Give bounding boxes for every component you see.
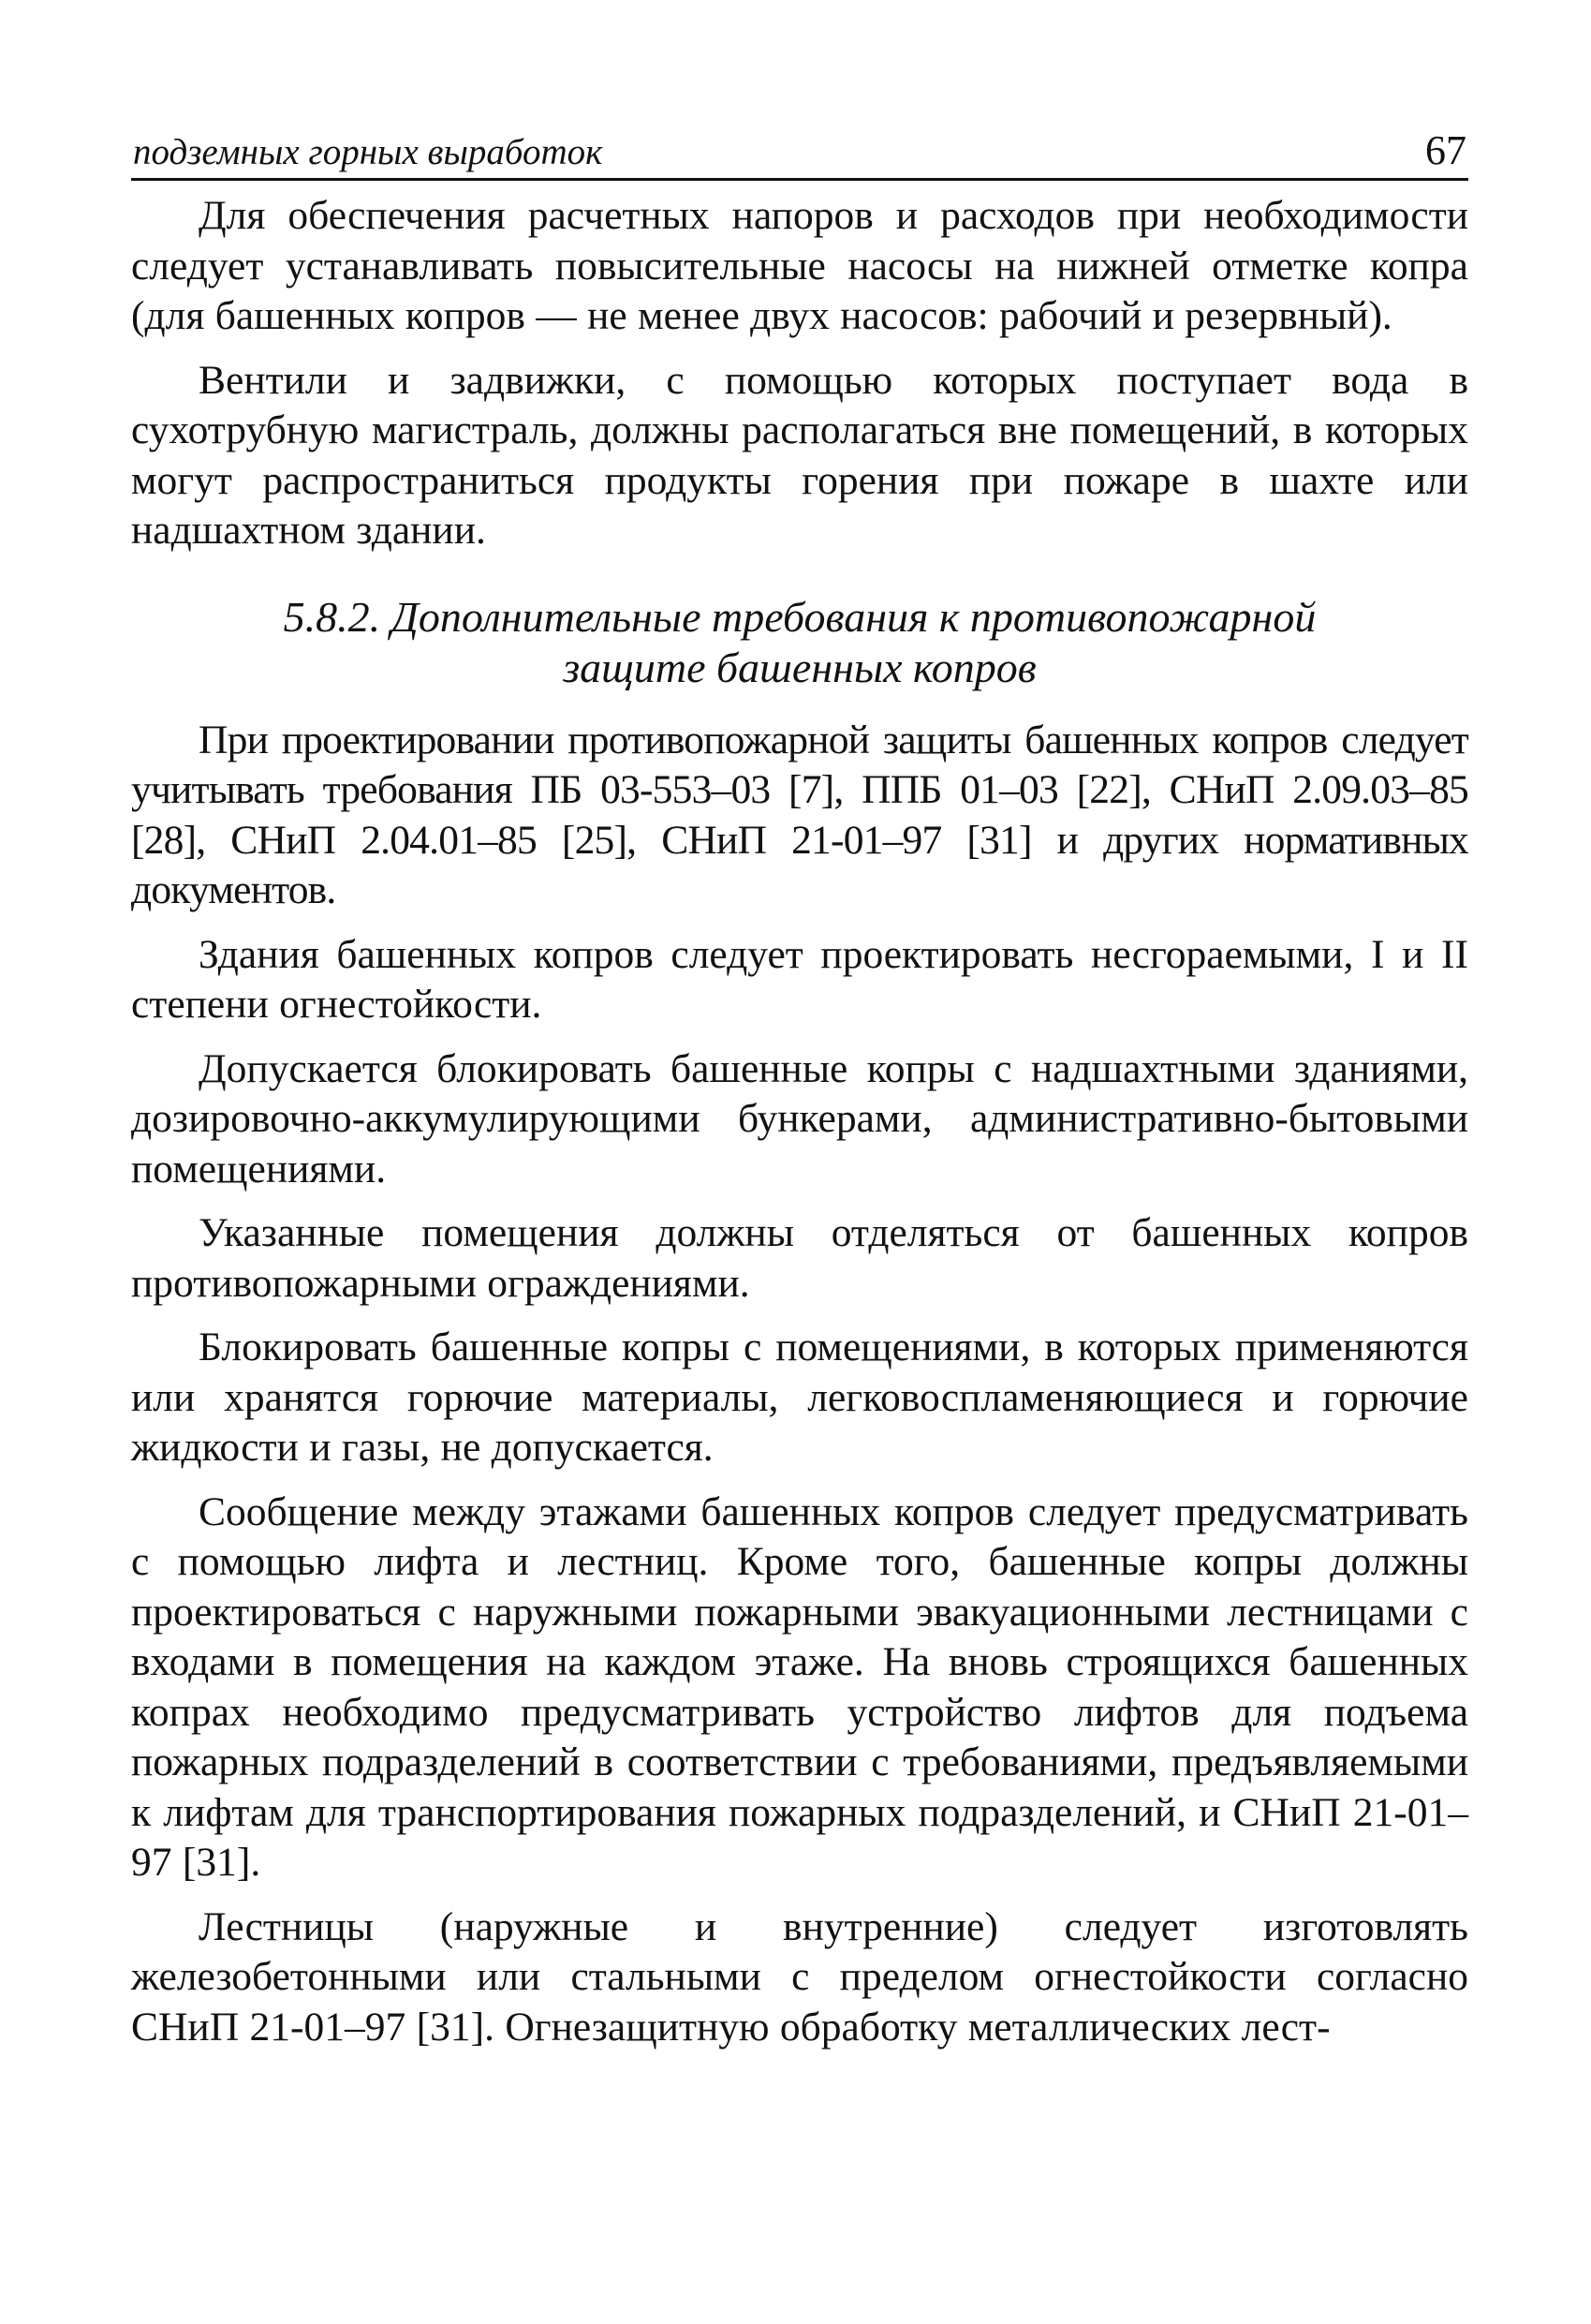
section-heading-line-1: 5.8.2. Дополнительные требования к противопожарной — [283, 592, 1317, 641]
running-title: подземных горных выработок — [133, 132, 603, 172]
paragraph-design-requirements: При проектировании противопожарной защиты башенных копров следует учитывать требования ПБ 03-553–03 [7], ППБ 01–03 [22], СНиП 2.09.03–85 [28], СНиП 2.04.01–85 [25], СНиП 21-01–97 [31] и других нормативных документов. — [131, 717, 1468, 912]
section-heading — [131, 592, 1468, 693]
paragraph-fire-barriers: Указанные помещения должны отделяться от башенных копров противопожарными ограждениями. — [131, 1210, 1468, 1306]
paragraph-blocking-prohibited: Блокировать башенные копры с помещениями, в которых применяются или хранятся горючие материалы, легковоспламеняющиеся и горючие жидкости и газы, не допускается. — [131, 1325, 1468, 1470]
page-number: 67 — [1425, 127, 1466, 173]
section-heading-line-2: защите башенных копров — [563, 643, 1037, 691]
paragraph-valves: Вентили и задвижки, с помощью которых поступает вода в сухотрубную магистраль, должны располагаться вне помещений, в которых могут распространиться продукты горения при пожаре в шахте или надшахтном здании. — [131, 357, 1468, 553]
paragraph-fire-resistance: Здания башенных копров следует проектировать несгораемыми, I и II степени огнестойкости. — [131, 931, 1468, 1027]
page-body — [131, 191, 1468, 2066]
paragraph-stairs-and-lifts: Сообщение между этажами башенных копров следует предусматривать с помощью лифта и лестниц. Кроме того, башенные копры должны проектироваться с наружными пожарными эвакуационными лестницами с входами в помещения на каждом этаже. На вновь строящихся башенных копрах необходимо предусматривать устройство лифтов для подъема пожарных подразделений в соответствии с требованиями, предъявляемыми к лифтам для транспортирования пожарных подразделений, и СНиП 21-01–97 [31]. — [131, 1488, 1468, 1885]
running-header — [131, 120, 1468, 181]
paragraph-blocking-allowed: Допускается блокировать башенные копры с надшахтными зданиями, дозировочно-аккумулирующими бункерами, административно-бытовыми помещениями. — [131, 1045, 1468, 1192]
paragraph-pumps: Для обеспечения расчетных напоров и расходов при необходимости следует устанавливать повысительные насосы на нижней отметке копра (для башенных копров — не менее двух насосов: рабочий и резервный). — [131, 193, 1468, 338]
paragraph-stair-materials: Лестницы (наружные и внутренние) следует изготовлять железобетонными или стальными с пределом огнестойкости согласно СНиП 21-01–97 [31]. Огнезащитную обработку металлических лест- — [131, 1903, 1468, 2050]
